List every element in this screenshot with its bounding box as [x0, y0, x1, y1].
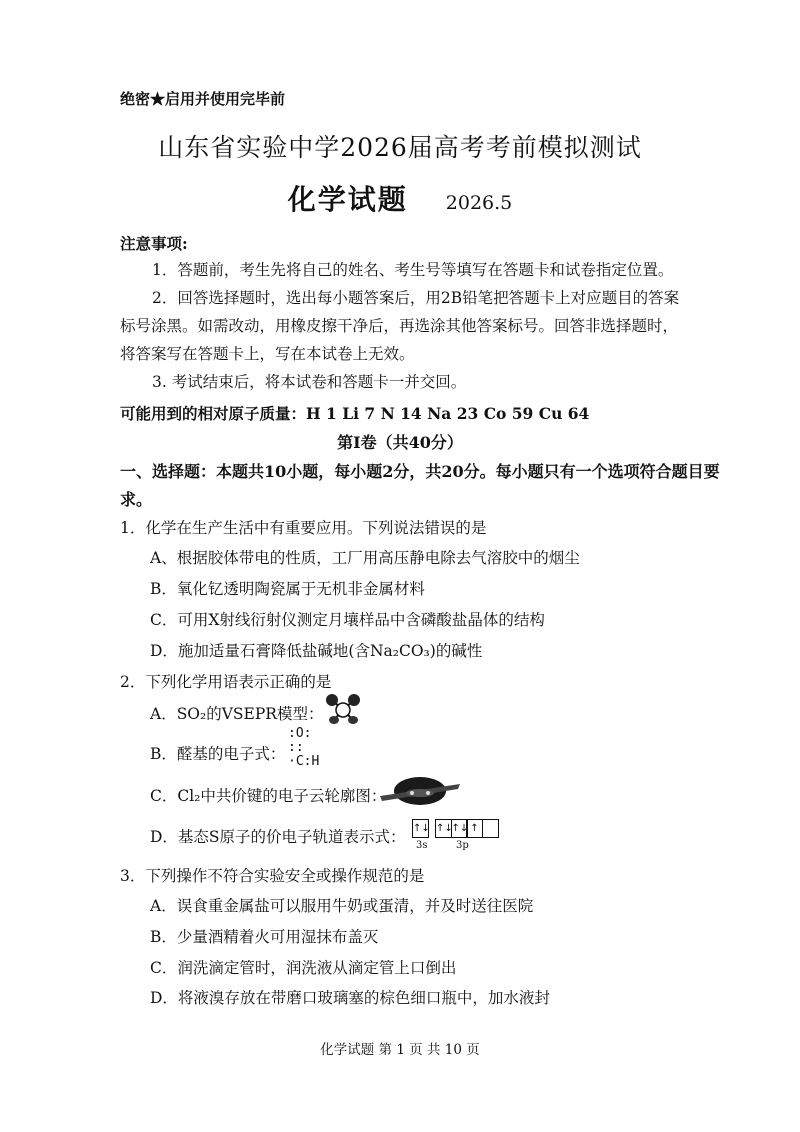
question-2-option-a: A．SO₂的VSEPR模型： [150, 705, 324, 723]
question-3-option-b: B．少量酒精着火可用湿抹布盖灭 [150, 928, 379, 946]
question-2-option-b: B．醛基的电子式： [150, 745, 286, 763]
note-item-2: 2．回答选择题时，选出每小题答案后，用2B铅笔把答题卡上对应题目的答案标号涂黑。如需改动，用橡皮擦干净后，再选涂其他答案标号。回答非选择题时，将答案写在答题卡上，写在本试卷上无效。 [120, 289, 680, 363]
subject-line [0, 178, 800, 218]
subject-title: 化学试题 [287, 183, 408, 216]
question-1-option-b: B．氧化钇透明陶瓷属于无机非金属材料 [150, 580, 425, 598]
question-1-option-c: C．可用X射线衍射仪测定月壤样品中含磷酸盐晶体的结构 [150, 611, 545, 629]
question-2-stem: 2．下列化学用语表示正确的是 [120, 673, 332, 691]
question-2-option-c: C．Cl₂中共价键的电子云轮廓图： [150, 787, 387, 805]
orbital-cell-3p-3: ↑ [466, 819, 483, 838]
atomic-masses: 可能用到的相对原子质量：H 1 Li 7 N 14 Na 23 Co 59 Cu 64 [120, 404, 590, 423]
volume-heading: 第Ⅰ卷（共40分） [337, 433, 463, 452]
question-1-stem: 1．化学在生产生活中有重要应用。下列说法错误的是 [120, 519, 487, 537]
vsepr-model-icon [320, 690, 366, 726]
orbital-diagram [412, 819, 497, 838]
exam-date: 2026.5 [445, 192, 513, 214]
question-1-option-a: A、根据胶体带电的性质，工厂用高压静电除去气溶胶中的烟尘 [150, 549, 580, 567]
aldehyde-electron-formula [288, 727, 319, 769]
orbital-cell-extra [482, 819, 499, 838]
orbital-cell-3s: ↑↓ [412, 819, 429, 838]
note-item-3: 3. 考试结束后，将本试卷和答题卡一并交回。 [152, 373, 467, 391]
orbital-cell-3p-1: ↑↓ [435, 819, 452, 838]
section-heading: 一、选择题：本题共10小题，每小题2分，共20分。每小题只有一个选项符合题目要求。 [120, 462, 720, 509]
electron-cloud-icon [378, 774, 462, 808]
question-3-option-d: D．将液溴存放在带磨口玻璃塞的棕色细口瓶中，加水液封 [150, 989, 550, 1007]
question-2-option-d: D．基态S原子的价电子轨道表示式： [150, 828, 406, 846]
electron-formula-line-3: ·C:H [288, 754, 320, 769]
orbital-label-3s: 3s [416, 840, 428, 851]
question-3-option-a: A．误食重金属盐可以服用牛奶或蛋清，并及时送往医院 [150, 897, 534, 915]
notes-heading: 注意事项: [120, 234, 188, 253]
exam-title: 山东省实验中学2026届高考考前模拟测试 [158, 133, 642, 162]
question-1-option-d: D．施加适量石膏降低盐碱地(含Na₂CO₃)的碱性 [150, 642, 483, 660]
question-3-option-c: C．润洗滴定管时，润洗液从滴定管上口倒出 [150, 959, 457, 977]
orbital-label-3p: 3p [456, 840, 469, 851]
orbital-cell-3p-2: ↑↓ [451, 819, 468, 838]
page-footer: 化学试题 第 1 页 共 10 页 [320, 1042, 480, 1058]
electron-formula-line-1: :O: [288, 726, 312, 741]
electron-formula-line-2: :: [288, 740, 304, 755]
note-item-1: 1．答题前，考生先将自己的姓名、考生号等填写在答题卡和试卷指定位置。 [152, 261, 674, 279]
question-3-stem: 3．下列操作不符合实验安全或操作规范的是 [120, 867, 425, 885]
confidential-label: 绝密★启用并使用完毕前 [120, 90, 286, 108]
